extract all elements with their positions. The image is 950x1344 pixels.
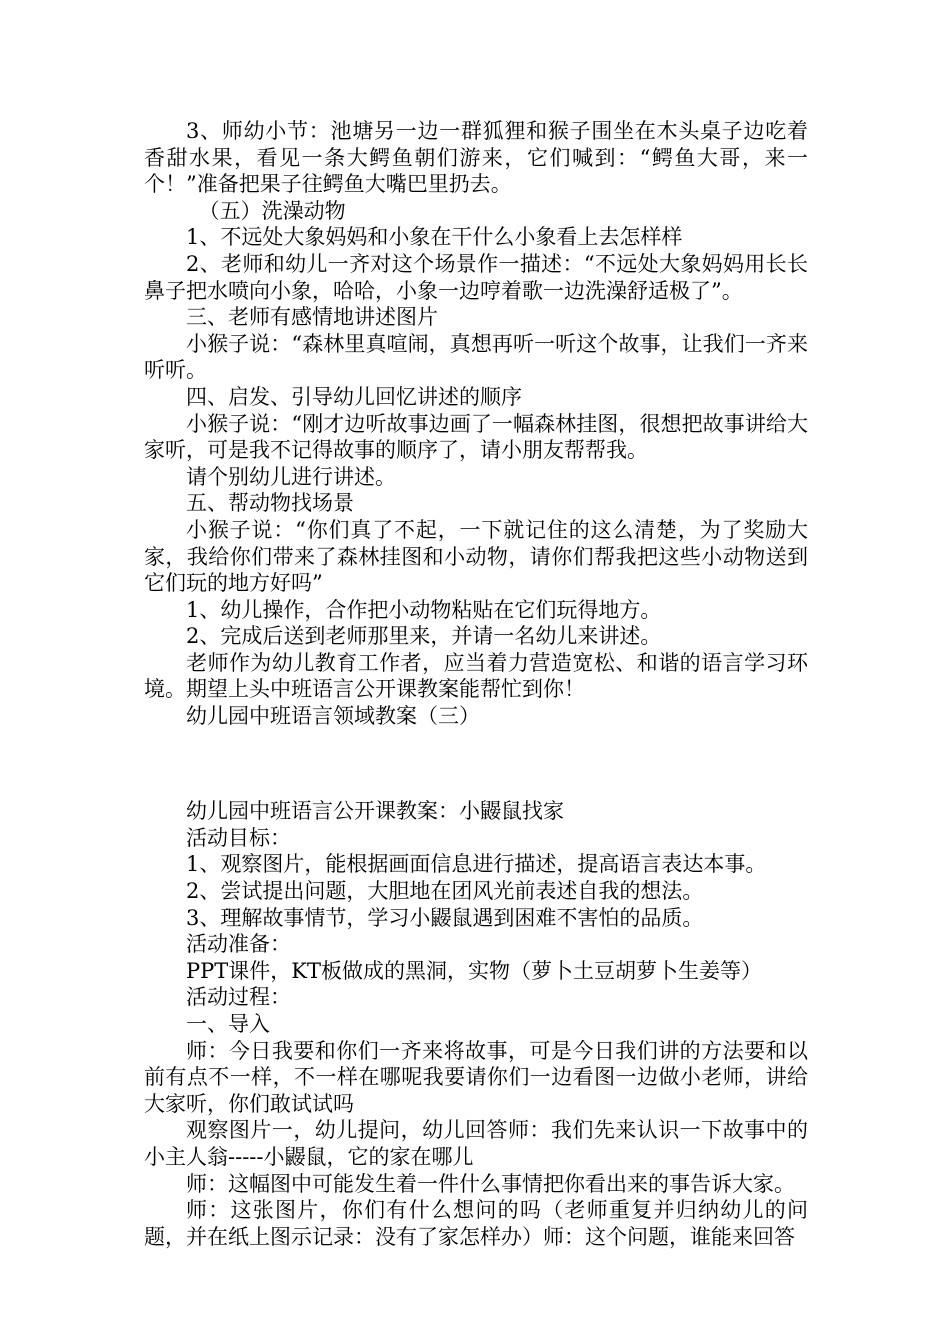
paragraph: 2、尝试提出问题，大胆地在团风光前表述自我的想法。 [186,879,704,904]
heading: 三、老师有感情地讲述图片 [186,305,438,330]
paragraph: 师：今日我要和你们一齐来将故事，可是今日我们讲的方法要和以前有点不一样，不一样在哪呢我要请你们一边看图一边做小老师，讲给大家听，你们敢试试吗 [144,1038,808,1116]
paragraph: 2、老师和幼儿一齐对这个场景作一描述：“不远处大象妈妈用长长鼻子把水喷向小象，哈哈，小象一边哼着歌一边洗澡舒适极了”。 [144,251,808,303]
heading: 一、导入 [186,1012,270,1036]
heading: 活动过程： [186,985,291,1010]
paragraph: 小猴子说：“森林里真喧闹，真想再听一听这个故事，让我们一齐来听听。 [144,331,808,383]
paragraph: 2、完成后送到老师那里来，并请一名幼儿来讲述。 [186,624,662,649]
blank-line [144,751,808,778]
heading: 幼儿园中班语言领域教案（三） [186,704,480,729]
heading: 幼儿园中班语言公开课教案：小鼹鼠找家 [186,799,564,824]
paragraph: 1、不远处大象妈妈和小象在干什么小象看上去怎样样 [186,225,683,250]
paragraph: 请个别幼儿进行讲述。 [186,464,396,489]
paragraph: 3、理解故事情节，学习小鼹鼠遇到困难不害怕的品质。 [186,905,704,930]
heading: 五、帮动物找场景 [186,491,354,516]
paragraph: 师：这张图片，你们有什么想问的吗（老师重复并归纳幼儿的问题，并在纸上图示记录：没有了家怎样办）师：这个问题，谁能来回答 [144,1198,808,1249]
paragraph: 小猴子说：“刚才边听故事边画了一幅森林挂图，很想把故事讲给大家听，可是我不记得故事的顺序了，请小朋友帮帮我。 [144,411,808,463]
paragraph: 老师作为幼儿教育工作者，应当着力营造宽松、和谐的语言学习环境。期望上头中班语言公开课教案能帮忙到你！ [144,650,808,702]
heading: （五）洗澡动物 [198,198,346,223]
heading: 活动目标： [186,825,291,850]
paragraph: 师：这幅图中可能发生着一件什么事情把你看出来的事告诉大家。 [186,1171,795,1196]
paragraph: 观察图片一，幼儿提问，幼儿回答师：我们先来认识一下故事中的小主人翁-----小鼹鼠，它的家在哪儿 [144,1118,808,1169]
paragraph: 3、师幼小节：池塘另一边一群狐狸和猴子围坐在木头桌子边吃着香甜水果，看见一条大鳄鱼朝们游来，它们喊到：“鳄鱼大哥，来一个！”准备把果子往鳄鱼大嘴巴里扔去。 [144,119,808,197]
paragraph: 小猴子说：“你们真了不起，一下就记住的这么清楚，为了奖励大家，我给你们带来了森林挂图和小动物，请你们帮我把这些小动物送到它们玩的地方好吗” [144,517,808,596]
document-page [144,118,808,1250]
paragraph: PPT课件，KT板做成的黑洞，实物（萝卜土豆胡萝卜生姜等） [186,958,762,983]
paragraph: 1、观察图片，能根据画面信息进行描述，提高语言表达本事。 [186,852,767,877]
paragraph: 1、幼儿操作，合作把小动物粘贴在它们玩得地方。 [186,597,662,622]
heading: 活动准备： [186,932,291,957]
heading: 四、启发、引导幼儿回忆讲述的顺序 [186,384,522,409]
